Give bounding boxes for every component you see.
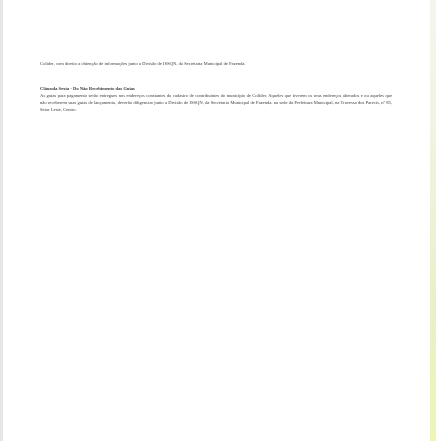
paragraph-2: As guias para pagamento serão entregues nos endereços constantes do cadastro de contribuintes do município de Colíder. Aqueles que tiverem os seus endereços alterados e ou aqueles que não receberem suas guias de lançamento, deverão diligenciar junto a Divisão de ISSQN, da Secretaria Municipal de Fazenda, na sede da Prefeitura Municipal, na Travessa dos Parecis, nº 85, Setor Leste, Centro. (40, 93, 392, 112)
paragraph-1: Colider, com direito a obtenção de informações junto a Divisão de ISSQN, da Secretaria Municipal de Fazenda. (40, 61, 246, 66)
page-left-edge (0, 0, 3, 441)
clause-title: Cláusula Sexta - Do Não Recebimento das Guias (40, 86, 135, 91)
page-right-edge (430, 0, 436, 441)
